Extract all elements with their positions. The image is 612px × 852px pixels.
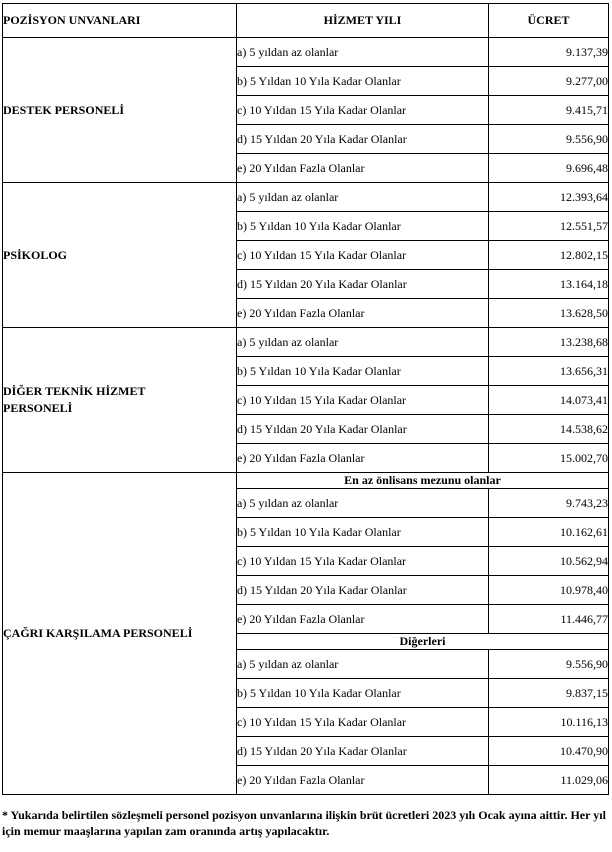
subgroup-heading: En az önlisans mezunu olanlar: [237, 473, 609, 489]
position-title-cagri-karsilama: [3, 473, 237, 795]
service-years-cell: c) 10 Yıldan 15 Yıla Kadar Olanlar: [237, 241, 489, 270]
service-years-cell: b) 5 Yıldan 10 Yıla Kadar Olanlar: [237, 357, 489, 386]
service-years-cell: d) 15 Yıldan 20 Yıla Kadar Olanlar: [237, 737, 489, 766]
service-years-cell: c) 10 Yıldan 15 Yıla Kadar Olanlar: [237, 96, 489, 125]
salary-table: [2, 3, 609, 795]
wage-cell: 9.137,39: [489, 38, 609, 67]
wage-cell: 13.628,50: [489, 299, 609, 328]
service-years-cell: e) 20 Yıldan Fazla Olanlar: [237, 444, 489, 473]
wage-cell: 15.002,70: [489, 444, 609, 473]
wage-cell: 14.073,41: [489, 386, 609, 415]
position-title-diger-teknik: [3, 328, 237, 473]
wage-cell: 10.470,90: [489, 737, 609, 766]
wage-cell: 11.029,06: [489, 766, 609, 795]
wage-cell: 9.556,90: [489, 125, 609, 154]
position-title-line: ÇAĞRI KARŞILAMA PERSONELİ: [3, 626, 193, 640]
wage-cell: 9.415,71: [489, 96, 609, 125]
service-years-cell: d) 15 Yıldan 20 Yıla Kadar Olanlar: [237, 270, 489, 299]
wage-cell: 12.802,15: [489, 241, 609, 270]
position-title-line: PERSONELİ: [3, 401, 73, 415]
column-header-wage: ÜCRET: [489, 4, 609, 38]
position-title-line: DİĞER TEKNİK HİZMET: [3, 384, 146, 398]
wage-cell: 9.837,15: [489, 679, 609, 708]
service-years-cell: e) 20 Yıldan Fazla Olanlar: [237, 766, 489, 795]
service-years-cell: e) 20 Yıldan Fazla Olanlar: [237, 605, 489, 634]
wage-cell: 9.277,00: [489, 67, 609, 96]
wage-cell: 12.551,57: [489, 212, 609, 241]
wage-cell: 13.656,31: [489, 357, 609, 386]
position-title-line: PSİKOLOG: [3, 247, 68, 262]
position-title-line: DESTEK PERSONELİ: [3, 102, 125, 117]
service-years-cell: d) 15 Yıldan 20 Yıla Kadar Olanlar: [237, 576, 489, 605]
service-years-cell: a) 5 yıldan az olanlar: [237, 38, 489, 67]
wage-cell: 10.116,13: [489, 708, 609, 737]
wage-cell: 13.238,68: [489, 328, 609, 357]
service-years-cell: a) 5 yıldan az olanlar: [237, 650, 489, 679]
wage-cell: 10.978,40: [489, 576, 609, 605]
service-years-cell: c) 10 Yıldan 15 Yıla Kadar Olanlar: [237, 708, 489, 737]
table-row: [3, 328, 609, 357]
column-header-service-years: HİZMET YILI: [237, 4, 489, 38]
column-header-position: POZİSYON UNVANLARI: [3, 4, 237, 38]
wage-cell: 14.538,62: [489, 415, 609, 444]
service-years-cell: a) 5 yıldan az olanlar: [237, 183, 489, 212]
service-years-cell: d) 15 Yıldan 20 Yıla Kadar Olanlar: [237, 415, 489, 444]
wage-cell: 9.556,90: [489, 650, 609, 679]
wage-cell: 13.164,18: [489, 270, 609, 299]
wage-cell: 10.562,94: [489, 547, 609, 576]
table-row: [3, 473, 609, 489]
position-title-destek: [3, 38, 237, 183]
wage-cell: 9.696,48: [489, 154, 609, 183]
wage-cell: 10.162,61: [489, 518, 609, 547]
table-header-row: [3, 4, 609, 38]
service-years-cell: e) 20 Yıldan Fazla Olanlar: [237, 154, 489, 183]
wage-cell: 12.393,64: [489, 183, 609, 212]
footnote: * Yukarıda belirtilen sözleşmeli personel pozisyon unvanlarına ilişkin brüt ücretleri 2023 yılı Ocak ayına aittir. Her yıl için memur maaşlarına yapılan zam oranında artış yapılacaktır.: [2, 808, 606, 838]
table-row: [3, 38, 609, 67]
service-years-cell: a) 5 yıldan az olanlar: [237, 328, 489, 357]
service-years-cell: c) 10 Yıldan 15 Yıla Kadar Olanlar: [237, 386, 489, 415]
service-years-cell: b) 5 Yıldan 10 Yıla Kadar Olanlar: [237, 518, 489, 547]
wage-cell: 9.743,23: [489, 489, 609, 518]
position-title-psikolog: [3, 183, 237, 328]
service-years-cell: e) 20 Yıldan Fazla Olanlar: [237, 299, 489, 328]
service-years-cell: d) 15 Yıldan 20 Yıla Kadar Olanlar: [237, 125, 489, 154]
subgroup-heading: Diğerleri: [237, 634, 609, 650]
service-years-cell: b) 5 Yıldan 10 Yıla Kadar Olanlar: [237, 679, 489, 708]
table-row: [3, 183, 609, 212]
wage-cell: 11.446,77: [489, 605, 609, 634]
service-years-cell: a) 5 yıldan az olanlar: [237, 489, 489, 518]
service-years-cell: b) 5 Yıldan 10 Yıla Kadar Olanlar: [237, 212, 489, 241]
service-years-cell: c) 10 Yıldan 15 Yıla Kadar Olanlar: [237, 547, 489, 576]
service-years-cell: b) 5 Yıldan 10 Yıla Kadar Olanlar: [237, 67, 489, 96]
